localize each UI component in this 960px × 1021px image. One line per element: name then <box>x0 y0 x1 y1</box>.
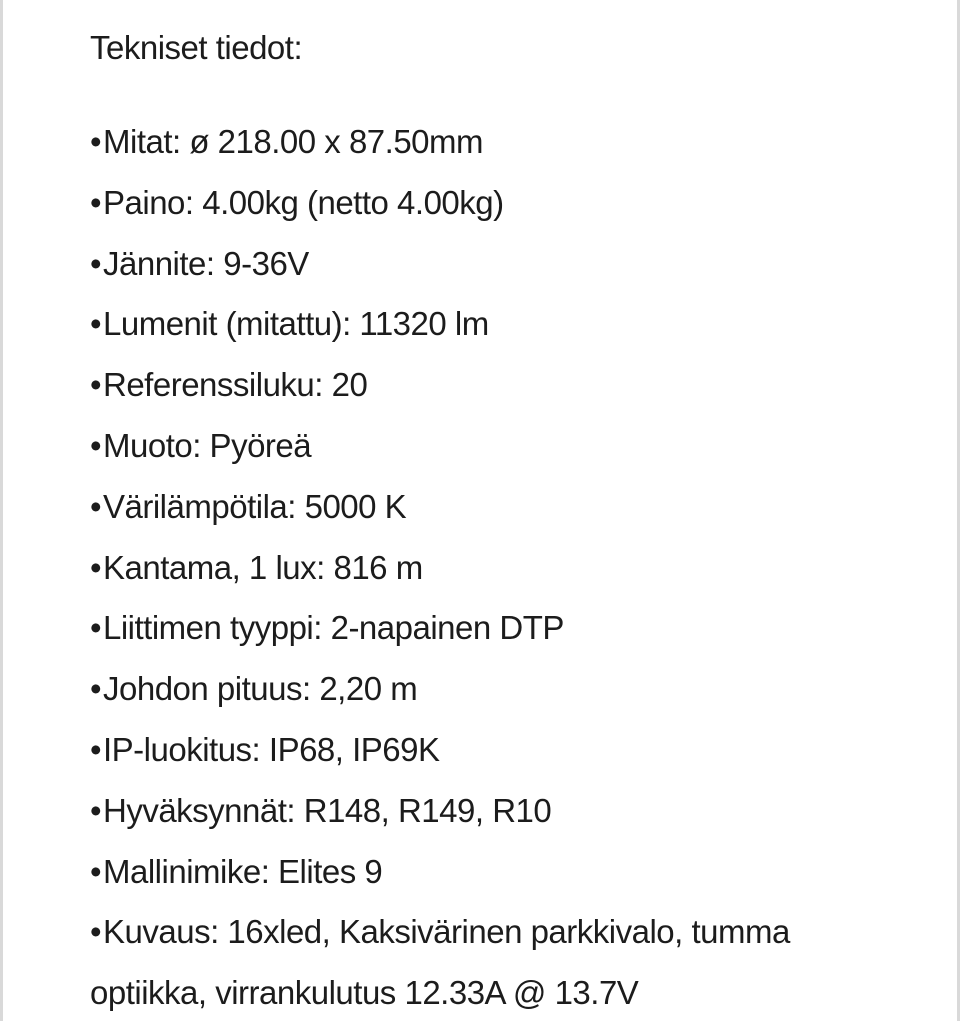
spec-item-shape <box>90 416 890 477</box>
bullet: • <box>90 852 102 890</box>
spec-item-connector <box>90 598 890 659</box>
spec-item-reference <box>90 355 890 416</box>
spec-list <box>90 112 890 1021</box>
spec-heading: Tekniset tiedot: <box>90 29 303 66</box>
bullet: • <box>90 913 102 951</box>
bullet: • <box>90 123 102 160</box>
spec-text: Kantama, 1 lux: 816 m <box>103 548 423 586</box>
bullet: • <box>90 730 102 768</box>
spec-text: Mitat: ø 218.00 x 87.50mm <box>103 123 484 160</box>
spec-item-description <box>90 902 880 1021</box>
spec-text: Referenssiluku: 20 <box>103 366 368 404</box>
bullet: • <box>90 670 102 708</box>
spec-text: Mallinimike: Elites 9 <box>103 852 383 890</box>
bullet: • <box>90 609 102 647</box>
spec-item-voltage <box>90 234 890 295</box>
spec-text: IP-luokitus: IP68, IP69K <box>103 730 440 768</box>
bullet: • <box>90 487 102 525</box>
spec-text: Värilämpötila: 5000 K <box>103 487 407 525</box>
spec-text: Jännite: 9-36V <box>103 244 309 282</box>
bullet: • <box>90 183 102 221</box>
left-edge-divider <box>0 0 3 1021</box>
spec-text: Hyväksynnät: R148, R149, R10 <box>103 791 552 829</box>
spec-item-weight <box>90 173 890 234</box>
spec-text: Liittimen tyyppi: 2-napainen DTP <box>103 609 564 647</box>
spec-item-color-temperature <box>90 477 890 538</box>
bullet: • <box>90 244 102 282</box>
spec-text: Johdon pituus: 2,20 m <box>103 670 418 708</box>
spec-text: Kuvaus: 16xled, Kaksivärinen parkkivalo, tumma optiikka, virrankulutus 12.33A @ 13.7V <box>90 913 790 1012</box>
spec-item-range <box>90 538 890 599</box>
spec-item-approvals <box>90 781 890 842</box>
spec-item-model <box>90 842 890 903</box>
spec-item-dimensions <box>90 112 890 173</box>
bullet: • <box>90 791 102 829</box>
spec-text: Paino: 4.00kg (netto 4.00kg) <box>103 183 504 221</box>
bullet: • <box>90 548 102 586</box>
spec-text: Lumenit (mitattu): 11320 lm <box>103 305 489 343</box>
bullet: • <box>90 305 102 343</box>
spec-item-ip-rating <box>90 720 890 781</box>
spec-text: Muoto: Pyöreä <box>103 426 312 464</box>
spec-item-cable-length <box>90 659 890 720</box>
bullet: • <box>90 366 102 404</box>
bullet: • <box>90 426 102 464</box>
spec-item-lumens <box>90 294 890 355</box>
